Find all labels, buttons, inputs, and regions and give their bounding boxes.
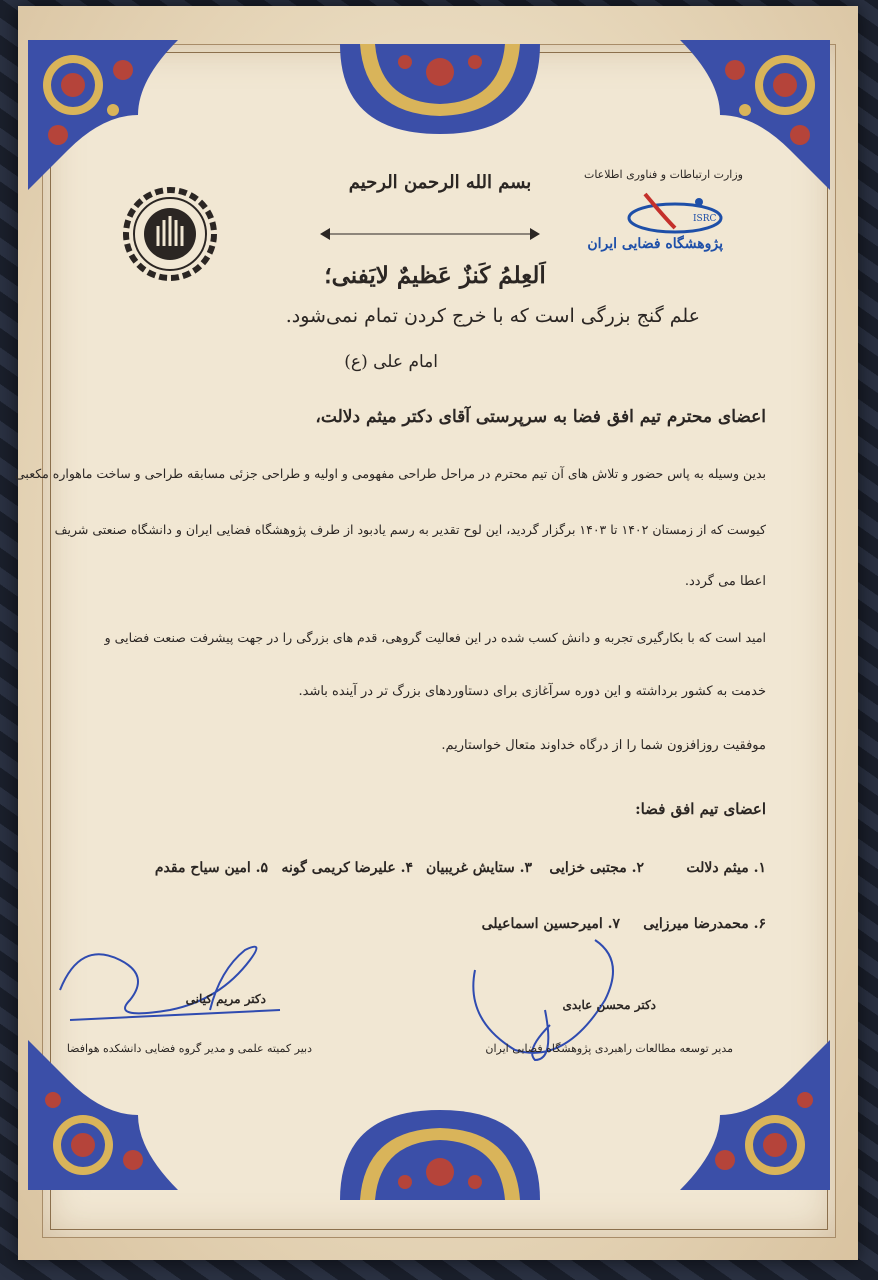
salutation: اعضای محترم تیم افق فضا به سرپرستی آقای دکتر میثم دلالت،	[315, 407, 766, 427]
member-4: ۴. علیرضا کریمی گونه	[281, 860, 413, 876]
member-5: ۵. امین سیاح مقدم	[154, 860, 268, 876]
members-heading: اعضای تیم افق فضا:	[635, 800, 766, 818]
right-signatory-name: دکتر محسن عابدی	[562, 998, 656, 1012]
member-3: ۳. ستایش غریبیان	[425, 860, 532, 876]
left-signature-scribble	[50, 920, 290, 1030]
top-center-ornament	[340, 44, 540, 134]
right-signatory-title: مدیر توسعه مطالعات راهبردی پژوهشگاه فضایی ایران	[485, 1042, 733, 1055]
attribution: امام علی (ع)	[344, 352, 438, 372]
divider-ornament	[310, 224, 550, 244]
isrc-orbit-logo-icon	[625, 188, 725, 236]
persian-translation: علم گنج بزرگی است که با خرج کردن تمام نمی‌شود.	[285, 305, 700, 327]
paragraph2-line1: امید است که با بکارگیری تجربه و دانش کسب شده در این فعالیت گروهی، قدم های بزرگی را در جهت پیشرفت صنعت فضایی و	[104, 630, 766, 645]
basmala: بسم الله الرحمن الرحیم	[348, 172, 532, 193]
paragraph1-line1: بدین وسیله به پاس حضور و تلاش های آن تیم محترم در مراحل طراحی مفهومی و اولیه و طراحی جزئی مسابقه طراحی و ساخت ماهواره مکعبی	[15, 466, 766, 481]
bottom-left-ornament	[28, 1040, 178, 1190]
closing-line: موفقیت روزافزون شما را از درگاه خداوند متعال خواستاریم.	[441, 738, 766, 753]
bottom-right-ornament	[680, 1040, 830, 1190]
isrc-abbr: ISRC	[693, 214, 717, 224]
sharif-university-seal-icon	[122, 186, 218, 282]
paragraph1-line3: اعطا می گردد.	[684, 574, 766, 589]
top-left-ornament	[28, 40, 178, 190]
left-signatory-title: دبیر کمیته علمی و مدیر گروه فضایی دانشکده هوافضا	[66, 1042, 312, 1055]
member-6: ۶. محمدرضا میرزایی	[643, 916, 766, 932]
paragraph1-line2: کیوست که از زمستان ۱۴۰۲ تا ۱۴۰۳ برگزار گردید، این لوح تقدیر به رسم یادبود از طرف پژوهشگاه فضایی ایران و دانشگاه صنعتی شریف	[54, 522, 766, 537]
member-7: ۷. امیرحسین اسماعیلی	[481, 916, 620, 932]
isrc-org-name: پژوهشگاه فضایی ایران	[587, 236, 723, 252]
ministry-label: وزارت ارتباطات و فناوری اطلاعات	[583, 168, 743, 181]
left-signatory-name: دکتر مریم کیانی	[185, 992, 266, 1006]
paragraph2-line2: خدمت به کشور برداشته و این دوره سرآغازی برای دستاوردهای بزرگ تر در آینده باشد.	[298, 684, 766, 699]
arabic-quote: اَلعِلمُ كَنزٌ عَظیمٌ لایَفنی؛	[324, 262, 546, 289]
member-1: ۱. میثم دلالت	[686, 860, 766, 876]
member-2: ۲. مجتبی خزایی	[549, 860, 644, 876]
bottom-center-ornament	[340, 1110, 540, 1200]
